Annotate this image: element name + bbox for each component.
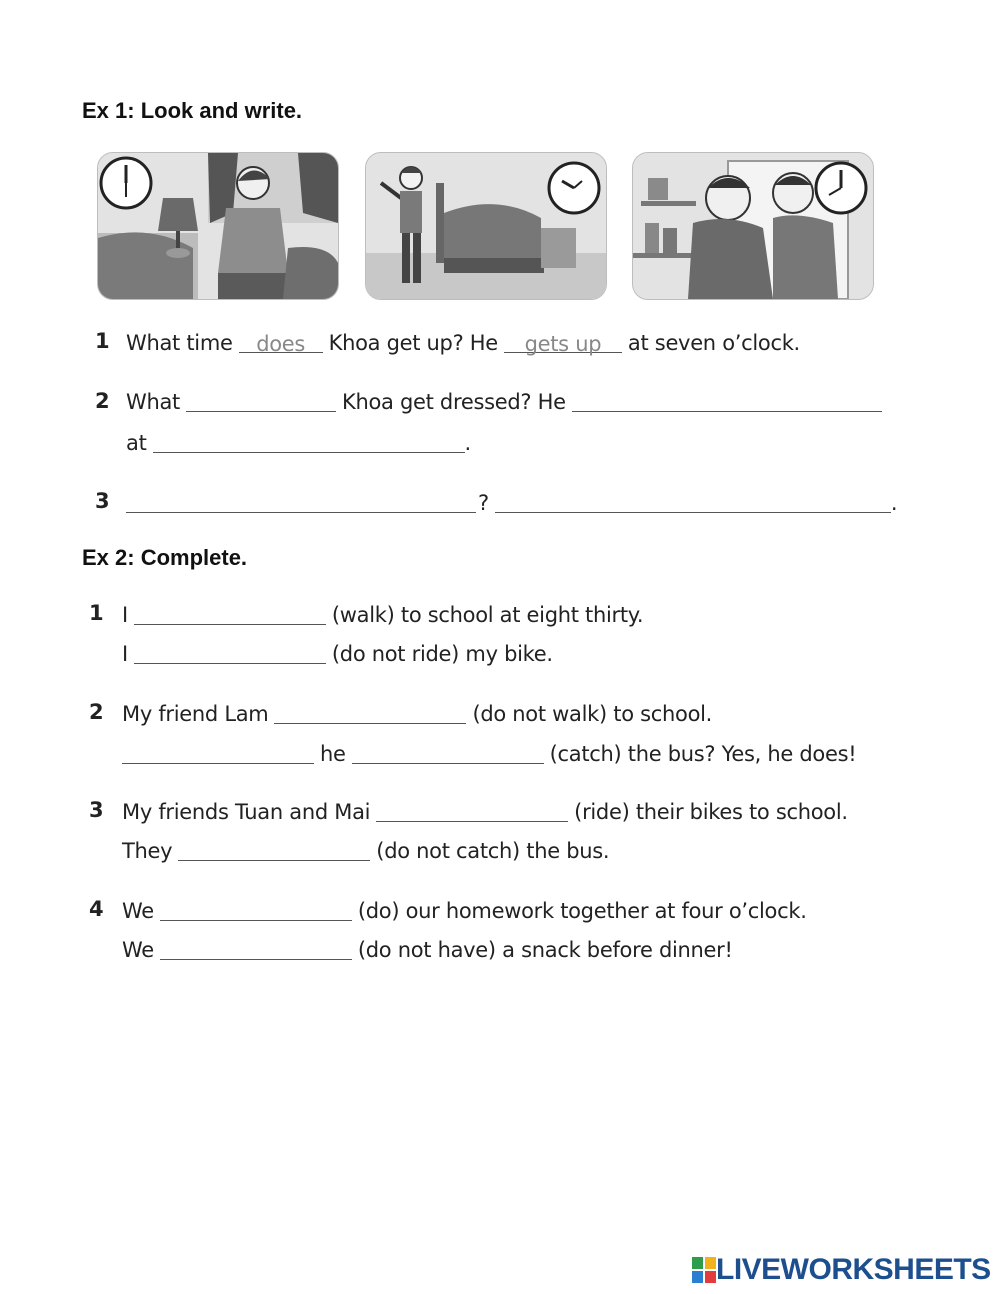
ex2-item-1-blank-1[interactable]: [134, 602, 326, 625]
ex2-item-3-blank-2[interactable]: [178, 838, 370, 861]
ex1-item-number: 1: [95, 329, 110, 353]
ex1-item-2-text-b: Khoa get dressed? He: [341, 390, 566, 414]
ex2-item-2-blank-2[interactable]: [122, 741, 314, 764]
ex2-item-1-line-2: [122, 636, 553, 666]
ex2-item-4-line-2: [122, 932, 733, 962]
ex1-item-1-blank-2[interactable]: [504, 330, 622, 356]
picture-boy-getting-dressed: [365, 152, 607, 300]
ex2-item-1-blank-2[interactable]: [134, 641, 326, 664]
ex2-item-3-line-1-pre: My friends Tuan and Mai: [122, 800, 371, 824]
ex2-item-3-line-2-pre: They: [122, 839, 173, 863]
ex2-item-3-blank-1[interactable]: [376, 799, 568, 822]
ex1-item-1-blank-1[interactable]: [239, 330, 323, 356]
ex1-item-2-continued: [126, 425, 471, 455]
ex2-item-4-blank-2[interactable]: [160, 937, 352, 960]
ex2-item-3-line-2: [122, 833, 609, 863]
ex2-item-1-line-2-pre: I: [122, 642, 128, 666]
ex2-item-2-line-1-pre: My friend Lam: [122, 702, 269, 726]
ex2-item-4-line-1-post: (do) our homework together at four o’clock.: [357, 899, 807, 923]
ex2-item-2-blank-1[interactable]: [274, 701, 466, 724]
ex1-item-2: [126, 384, 888, 414]
ex2-item-4-line-2-pre: We: [122, 938, 154, 962]
ex1-item-3-text-a: ?: [478, 491, 489, 515]
ex2-item-2-line-2-mid: he: [320, 742, 346, 766]
ex1-item-3-blank-1[interactable]: [126, 490, 476, 513]
ex2-item-1-line-2-post: (do not ride) my bike.: [331, 642, 553, 666]
picture-boy-brushing-teeth: [632, 152, 874, 300]
ex2-item-2-line-2-post: (catch) the bus? Yes, he does!: [549, 742, 857, 766]
ex1-item-3-text-b: .: [890, 491, 898, 515]
ex2-item-4-line-1: [122, 893, 807, 923]
ex2-item-number: 4: [89, 897, 104, 921]
ex2-item-1-line-1: [122, 597, 643, 627]
liveworksheets-logo-text: LIVEWORKSHEETS: [716, 1253, 991, 1286]
ex2-item-4-line-1-pre: We: [122, 899, 154, 923]
picture-boy-yawning: [97, 152, 339, 300]
ex1-item-1-text-c: at seven o’clock.: [627, 331, 800, 355]
ex1-item-3: [120, 485, 897, 515]
ex2-item-2-line-1-post: (do not walk) to school.: [472, 702, 713, 726]
ex1-item-1-answer-2: gets up: [524, 332, 602, 356]
ex2-item-3-line-2-post: (do not catch) the bus.: [376, 839, 610, 863]
liveworksheets-logo-icon: [692, 1257, 716, 1283]
ex1-item-2-blank-3[interactable]: [153, 430, 465, 453]
ex1-item-2-text-c: at: [126, 431, 147, 455]
ex2-item-1-line-1-pre: I: [122, 603, 128, 627]
ex1-item-2-blank-1[interactable]: [186, 389, 336, 412]
ex1-item-3-blank-2[interactable]: [495, 490, 891, 513]
ex1-item-1-text-a: What time: [126, 331, 233, 355]
ex1-item-number: 3: [95, 489, 110, 513]
ex2-item-4-line-2-post: (do not have) a snack before dinner!: [357, 938, 733, 962]
ex2-item-2-blank-3[interactable]: [352, 741, 544, 764]
ex2-item-number: 1: [89, 601, 104, 625]
ex2-item-2-line-2: [116, 736, 856, 766]
ex2-item-2-line-1: [122, 696, 712, 726]
liveworksheets-logo: [692, 1253, 991, 1287]
ex2-item-1-line-1-post: (walk) to school at eight thirty.: [331, 603, 644, 627]
ex2-item-number: 2: [89, 700, 104, 724]
ex2-item-3-line-1: [122, 794, 848, 824]
ex1-item-1-answer-1: does: [256, 332, 306, 356]
ex2-item-4-blank-1[interactable]: [160, 898, 352, 921]
ex1-item-2-text-a: What: [126, 390, 180, 414]
ex1-item-2-text-d: .: [464, 431, 471, 455]
ex2-item-number: 3: [89, 798, 104, 822]
ex1-heading: Ex 1: Look and write.: [82, 98, 303, 123]
ex2-heading: Ex 2: Complete.: [82, 545, 248, 570]
ex2-item-3-line-1-post: (ride) their bikes to school.: [574, 800, 848, 824]
ex1-item-1: [126, 325, 800, 355]
ex1-item-number: 2: [95, 389, 110, 413]
ex1-item-2-blank-2[interactable]: [572, 389, 882, 412]
ex1-item-1-text-b: Khoa get up? He: [328, 331, 498, 355]
